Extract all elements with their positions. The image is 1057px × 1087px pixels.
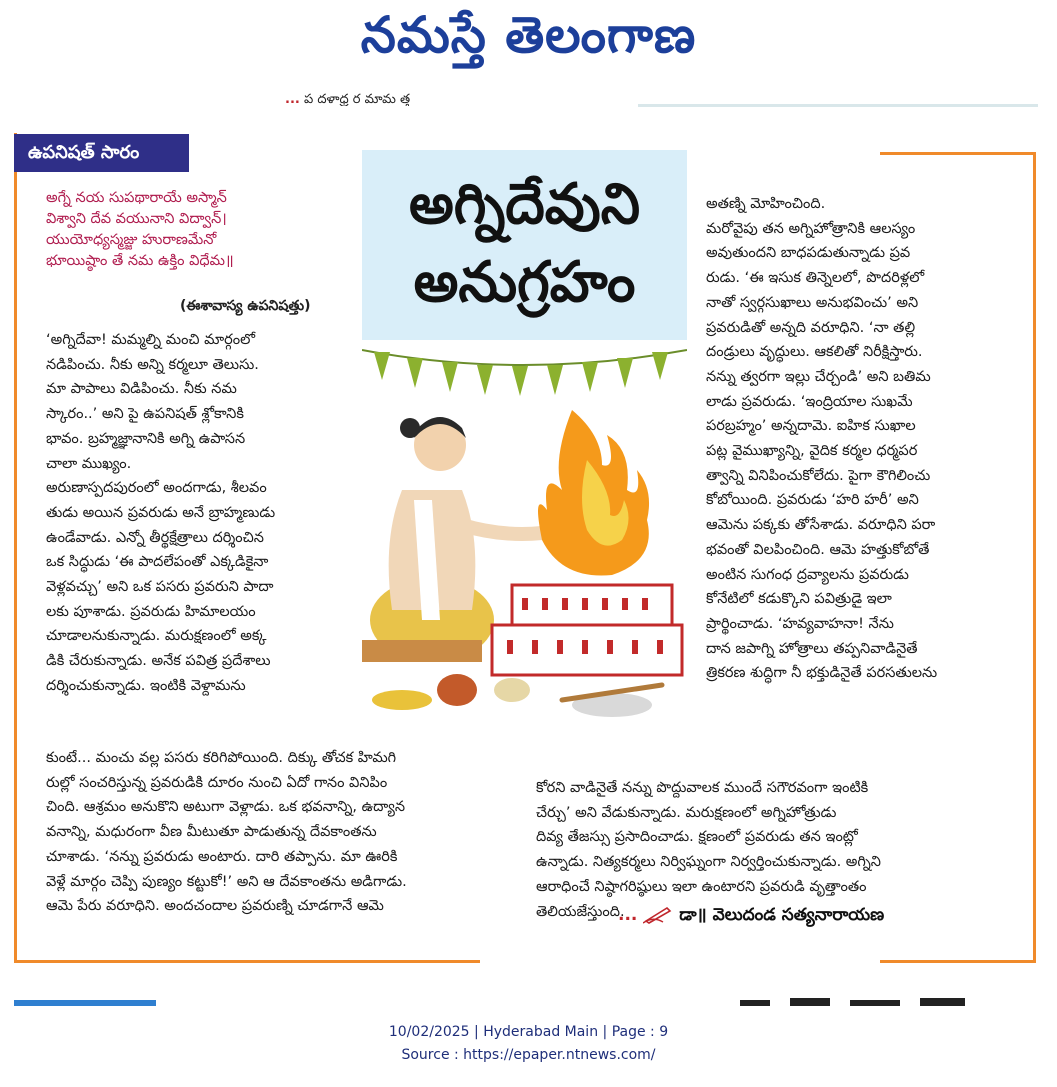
next-article-heading-fragment	[740, 996, 970, 1006]
text-line: ఒక సిద్ధుడు ‘ఈ పాదలేపంతో ఎక్కడికైనా	[46, 554, 269, 571]
text-line: ‘అగ్నిదేవా! మమ్మల్ని మంచి మార్గంలో	[46, 332, 256, 348]
article-column-right	[706, 192, 1021, 686]
text-line: ఆమెను పక్కకు తోసేశాడు. వరూధిని పరా	[706, 517, 936, 534]
shloka-source: (ఈశావాస్య ఉపనిషత్తు)	[180, 298, 311, 314]
section-label: ఉపనిషత్ సారం	[14, 134, 189, 172]
text-line: త్రికరణ శుద్ధిగా నీ భక్తుడినైతే పరసతులను	[706, 665, 938, 682]
author-byline	[618, 905, 884, 929]
frame-border-right	[1033, 152, 1036, 963]
text-line: అరుణాస్పదపురంలో అందగాడు, శీలవం	[46, 480, 267, 497]
text-line: పరబ్రహ్మం’ అన్నదామె. ఐహిక సుఖాల	[706, 418, 916, 435]
title-line: అనుగ్రహం	[413, 250, 636, 315]
text-line: మరోవైపు తన అగ్నిహోత్రానికి ఆలస్యం	[706, 220, 916, 237]
text-line: తెలియజేస్తుంది.	[536, 903, 625, 920]
text-line: వెళ్లే మార్గం చెప్పి పుణ్యం కట్టుకో!’ అని ఆ దేవకాంతను అడిగాడు.	[46, 873, 407, 890]
homa-kundam	[492, 585, 682, 675]
text-line: ప్రార్థించాడు. ‘హవ్యవాహనా! నేను	[706, 615, 894, 632]
text-line: ఆమె పేరు వరూధిని. అందచందాల ప్రవరుణ్ని చూడగానే ఆమె	[46, 898, 384, 915]
author-name: డా॥ వెలుదండ సత్యనారాయణ	[679, 905, 885, 925]
text-line: చూశాడు. ‘నన్ను ప్రవరుడు అంటారు. దారి తప్పాను. మా ఊరికి	[46, 848, 398, 865]
text-line: చాలా ముఖ్యం.	[46, 455, 132, 472]
text-line: కోబోయింది. ప్రవరుడు ‘హరి హరీ’ అని	[706, 492, 919, 509]
shloka-line: అగ్నే నయ సుపథారాయే అస్మాన్	[46, 190, 227, 206]
shloka-line: యుయోధ్యస్మజ్జు హురాణమేనో	[46, 232, 217, 248]
divider	[638, 104, 1038, 107]
text-line: కోనేటిలో కడుక్కొని పవిత్రుడై ఇలా	[706, 591, 892, 608]
previous-article-strip	[285, 92, 605, 106]
article-column-bottom-left	[46, 746, 526, 919]
text-line: అంటిన సుగంధ ద్రవ్యాలను ప్రవరుడు	[706, 566, 909, 583]
text-line: పట్ల వైముఖ్యాన్ని, వైదిక కర్మల ధర్మపర	[706, 443, 918, 460]
text-line: నాతో స్వర్గసుఖాలు అనుభవించు’ అని	[706, 294, 919, 311]
frame-border-top-right	[880, 152, 1035, 155]
article-column-bottom-right	[536, 776, 1026, 924]
text-line: కుంటే... మంచు వల్ల పసరు కరిగిపోయింది. దిక్కు తోచక హిమగి	[46, 750, 397, 766]
text-line: ఆరాధించే నిష్ఠాగరిష్ఠులు ఇలా ఉంటారని ప్రవరుడి వృత్తాంతం	[536, 878, 867, 895]
text-line: లకు పూశాడు. ప్రవరుడు హిమాలయం	[46, 603, 256, 620]
text-line: స్కారం..’ అని పై ఉపనిషత్ శ్లోకానికి	[46, 406, 244, 423]
text-line: నడిపించు. నీకు అన్ని కర్మలూ తెలుసు.	[46, 356, 259, 373]
next-article-strip	[14, 1000, 156, 1006]
text-line: చింది. ఆశ్రమం అనుకొని అటుగా వెళ్లాడు. ఒక భవనాన్ని, ఉద్యాన	[46, 799, 406, 816]
footer-source-link[interactable]: Source : https://epaper.ntnews.com/	[401, 1047, 656, 1063]
frame-border-left	[14, 133, 17, 963]
mango-leaf-garland	[362, 350, 687, 396]
text-line: వనాన్ని, మధురంగా వీణ మీటుతూ పాడుతున్న దేవకాంతను	[46, 824, 377, 841]
text-line: భవంతో విలపించింది. ఆమె హత్తుకోబోతే	[706, 541, 930, 558]
byline-dots: ...	[618, 905, 638, 925]
dots: ...	[285, 92, 300, 106]
text-line: కోరని వాడినైతే నన్ను పొద్దువాలక ముందే సగౌరవంగా ఇంటికి	[536, 780, 869, 796]
text-line: అతణ్ని మోహించింది.	[706, 196, 826, 212]
previous-byline-fragment: ప దళాధ్ర ర మామ త్త	[303, 92, 411, 106]
text-line: డికి చేరుకున్నాడు. అనేక పవిత్ర ప్రదేశాలు	[46, 653, 271, 670]
text-line: త్వాన్ని వినిపించుకోలేదు. పైగా కౌగిలించు	[706, 467, 931, 484]
title-line: అగ్నిదేవుని	[409, 172, 640, 237]
article-title	[362, 166, 687, 322]
text-line: వెళ్లవచ్చు’ అని ఒక పసరు ప్రవరుని పాదా	[46, 579, 274, 596]
article-column-left	[46, 328, 366, 699]
pen-icon	[643, 905, 679, 925]
text-line: దివ్య తేజస్సు ప్రసాదించాడు. క్షణంలో ప్రవరుడు తన ఇంట్లో	[536, 829, 858, 846]
text-line: మా పాపాలు విడిపించు. నీకు నమ	[46, 381, 237, 398]
text-line: దండ్రులు వృద్ధులు. ఆకలితో నిరీక్షిస్తారు.	[706, 344, 923, 361]
text-line: దర్శించుకున్నాడు. ఇంటికి వెళ్దామను	[46, 677, 246, 694]
text-line: తుడు అయిన ప్రవరుడు అనే బ్రాహ్మణుడు	[46, 504, 276, 521]
frame-border-bottom	[14, 960, 480, 963]
shloka-line: విశ్వాని దేవ వయునాని విద్వాన్।	[46, 211, 227, 227]
masthead-logo: నమస్తే తెలంగాణ	[360, 6, 697, 64]
text-line: నన్ను త్వరగా ఇల్లు చేర్చండి’ అని బతిమ	[706, 368, 931, 385]
text-line: ఉండేవాడు. ఎన్నో తీర్థక్షేత్రాలు దర్శించిన	[46, 529, 264, 546]
frame-border-bottom-right	[880, 960, 1036, 963]
text-line: భావం. బ్రహ్మజ్ఞానానికి అగ్ని ఉపాసన	[46, 430, 246, 447]
text-line: ఉన్నాడు. నిత్యకర్మలు నిర్విఘ్నంగా నిర్వర్తించుకున్నాడు. అగ్నిని	[536, 854, 881, 871]
text-line: దాన జపాగ్ని హోత్రాలు తప్పనివాడినైతే	[706, 640, 918, 657]
agnihotra-illustration	[362, 340, 687, 730]
shloka-block	[46, 188, 346, 272]
text-line: రుడు. ‘ఈ ఇసుక తిన్నెలలో, పొదరిళ్లలో	[706, 270, 925, 287]
text-line: చేర్చు’ అని వేడుకున్నాడు. మరుక్షణంలో అగ్నిహోత్రుడు	[536, 804, 837, 821]
text-line: రుల్లో సంచరిస్తున్న ప్రవరుడికి దూరం నుంచి ఏదో గానం వినిపిం	[46, 774, 388, 791]
text-line: చూడాలనుకున్నాడు. మరుక్షణంలో అక్క	[46, 628, 267, 645]
text-line: ప్రవరుడితో అన్నది వరూధిని. ‘నా తల్లి	[706, 319, 916, 336]
text-line: లాడు ప్రవరుడు. ‘ఇంద్రియాల సుఖమే	[706, 393, 913, 410]
text-line: అవుతుందని బాధపడుతున్నాడు ప్రవ	[706, 245, 911, 262]
sacrificial-fire	[538, 410, 649, 576]
footer-date-edition: 10/02/2025 | Hyderabad Main | Page : 9	[388, 1024, 669, 1040]
shloka-line: భూయిష్ఠాం తే నమ ఉక్తిం విధేమ॥	[46, 253, 234, 269]
